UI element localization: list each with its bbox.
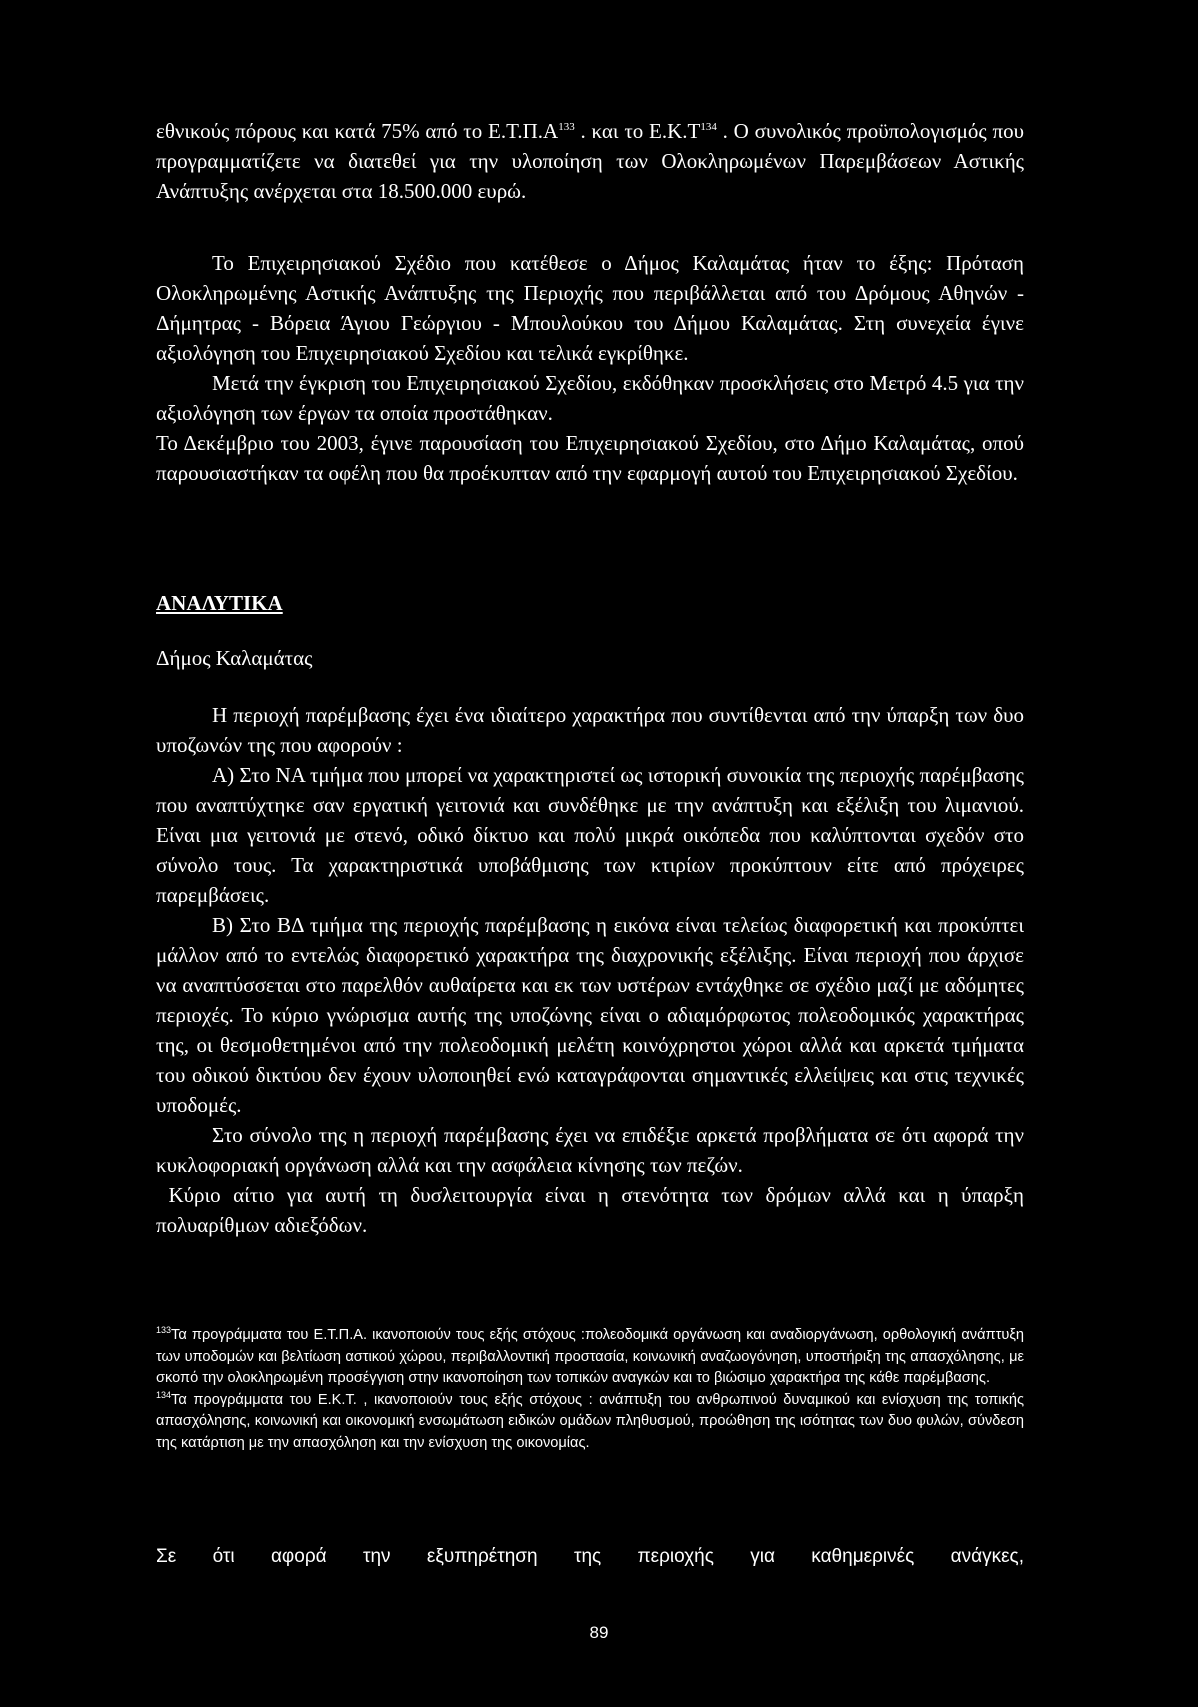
plan-section [156, 248, 1024, 488]
footnote-134: $^{134}$Τα προγράμματα του Ε.Κ.Τ. , ικανοποιούν τους εξής στόχους : ανάπτυξη του ανθρωπινού δυναμικού και ενίσχυση της τοπικής απασχόλησης, κοινωνική και οικονομική ενσωμάτωση ειδικών ομάδων πληθυσμού, προώθηση της ισότητας των δυο φυλών, σύνδεση της κατάρτιση με την απασχόληση και την ενίσχυση της οικονομίας. [156, 1389, 1024, 1451]
paragraph-approval: Μετά την έγκριση του Επιχειρησιακού Σχεδίου, εκδόθηκαν προσκλήσεις στο Μετρό 4.5 για την αξιολόγηση των έργων τα οποία προστάθηκαν. [156, 371, 1024, 425]
paragraph-zone-a: Α) Στο ΝΑ τμήμα που μπορεί να χαρακτηριστεί ως ιστορική συνοικία της περιοχής παρέμβασης που αναπτύχτηκε σαν εργατική γειτονιά και συνδέθηκε με την ανάπτυξη και εξέλιξη του λιμανιού. Είναι μια γειτονιά με στενό, οδικό δίκτυο και πολύ μικρά οικόπεδα που καλύπτονται σχεδόν στο σύνολο τους. Τα χαρακτηριστικά υποβάθμισης των κτιρίων προκύπτουν είτε από πρόχειρες παρεμβάσεις. [156, 763, 1024, 907]
footnote-ref-134: 134 [700, 121, 717, 133]
paragraph-traffic: Στο σύνολο της η περιοχή παρέμβασης έχει να επιδέξιε αρκετά προβλήματα σε ότι αφορά την κυκλοφοριακή οργάνωση αλλά και την ασφάλεια κίνησης των πεζών. [156, 1123, 1024, 1177]
section-heading: ΑΝΑΛΥΤΙΚΑ [156, 591, 283, 615]
paragraph-cause: Κύριο αίτιο για αυτή τη δυσλειτουργία είναι η στενότητα των δρόμων αλλά και η ύπαρξη πολυαρίθμων αδιεξόδων. [156, 1183, 1024, 1237]
section-subheading: Δήμος Καλαμάτας [156, 646, 313, 670]
paragraph-zone-b: Β) Στο ΒΔ τμήμα της περιοχής παρέμβασης η εικόνα είναι τελείως διαφορετική και προκύπτει μάλλον από το εντελώς διαφορετικό χαρακτήρα της διαχρονικής εξέλιξης. Είναι περιοχή που άρχισε να αναπτύσσεται στο παρελθόν αυθαίρετα και εκ των υστέρων εντάχθηκε σε σχέδιο μαζί με αδόμητες περιοχές. Το κύριο γνώρισμα αυτής της υποζώνης είναι ο αδιαμόρφωτος πολεοδομικός χαρακτήρας της, οι θεσμοθετημένοι από την πολεοδομική μελέτη κοινόχρηστοι χώροι αλλά και αρκετά τμήματα του οδικού δικτύου δεν έχουν υλοποιηθεί ενώ καταγράφονται σημαντικές ελλείψεις και στις τεχνικές υποδομές. [156, 913, 1024, 1117]
continuation-line: Σε ότι αφορά την εξυπηρέτηση της περιοχής για καθημερινές ανάγκες, [156, 1546, 1024, 1567]
paragraph-funding: εθνικούς πόρους και κατά 75% από το $E.T.\Pi.A^{133}$ . και το $E.K.T^{134}$ . Ο συνολικός προϋπολογισμός που προγραμματίζετε να διατεθεί για την υλοποίηση των Ολοκληρωμένων Παρεμβάσεων Αστικής Ανάπτυξης ανέρχεται στα 18.500.000 ευρώ. [156, 119, 1024, 203]
paragraph-plan: Το Επιχειρησιακού Σχέδιο που κατέθεσε ο Δήμος Καλαμάτας ήταν το έξης: Πρόταση Ολοκληρωμένης Αστικής Ανάπτυξης της Περιοχής που περιβάλλεται από του Δρόμους Αθηνών - Δήμητρας - Βόρεια Άγιου Γεώργιου - Μπουλούκου του Δήμου Καλαμάτας. Στη συνεχεία έγινε αξιολόγηση του Επιχειρησιακού Σχεδίου και τελικά εγκρίθηκε. [156, 251, 1024, 365]
intro-section [156, 116, 1024, 206]
footnote-ref-133: 133 [558, 121, 575, 133]
paragraph-presentation: Το Δεκέμβριο του 2003, έγινε παρουσίαση του Επιχειρησιακού Σχεδίου, στο Δήμο Καλαμάτας, οπού παρουσιαστήκαν τα οφέλη που θα προέκυπταν από την εφαρμογή αυτού του Επιχειρησιακού Σχεδίου. [156, 431, 1024, 485]
footnote-133: $^{133}$Τα προγράμματα του Ε.Τ.Π.Α. ικανοποιούν τους εξής στόχους :πολεοδομικά οργάνωση και αναδιοργάνωση, ορθολογική ανάπτυξη των υποδομών και βελτίωση αστικού χώρου, περιβαλλοντική προστασία, κοινωνική αναζωογόνηση, υποστήριξη της απασχόλησης, με σκοπό την ολοκληρωμένη προσέγγιση στην ικανοποίηση των τοπικών αναγκών και το βιώσιμο χαρακτήρα της κάθε παρέμβασης. [156, 1325, 1024, 1386]
footnotes [156, 1325, 1024, 1454]
analysis-section [156, 700, 1024, 1240]
paragraph-area-intro: Η περιοχή παρέμβασης έχει ένα ιδιαίτερο χαρακτήρα που συντίθενται από την ύπαρξη των δυο υποζωνών της που αφορούν : [156, 703, 1024, 757]
page-number: 89 [589, 1623, 609, 1642]
